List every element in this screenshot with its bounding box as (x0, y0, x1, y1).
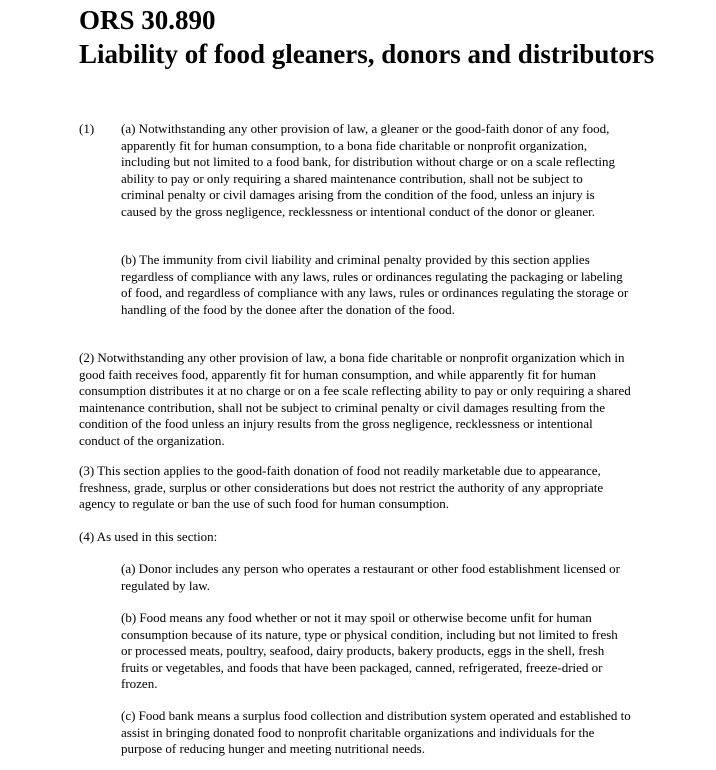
section-1b-paragraph: (b) The immunity from civil liability and criminal penalty provided by this section applies regardless of compliance with any laws, rules or ordinances regulating the packaging or labeling of food, and regardless of compliance with any laws, rules or ordinances regulating the storage or handling of the food by the donee after the donation of the food. (121, 252, 629, 317)
section-4-paragraph: (4) As used in this section: (79, 529, 218, 544)
section-4b-paragraph: (b) Food means any food whether or not it may spoil or otherwise become unfit for human consumption because of its nature, type or physical condition, including but not limited to fresh or processed meats, poultry, seafood, dairy products, bakery products, eggs in the shell, fresh fruits or vegetables, and foods that have been packaged, canned, refrigerated, freeze-dried or frozen. (121, 610, 618, 692)
statute-number: ORS 30.890 (79, 5, 216, 35)
statute-heading: Liability of food gleaners, donors and distributors (79, 38, 655, 69)
section-1-number: (1) (79, 121, 95, 136)
page-title (79, 4, 699, 71)
section-3-paragraph: (3) This section applies to the good-faith donation of food not readily marketable due to appearance, freshness, grade, surplus or other considerations but does not restrict the authority of any appropriate agency to regulate or ban the use of such food for human consumption. (79, 463, 604, 512)
section-1a-paragraph: (a) Notwithstanding any other provision of law, a gleaner or the good-faith donor of any food, apparently fit for human consumption, to a bona fide charitable or nonprofit organization, including but not limited to a food bank, for distribution without charge or on a scale reflecting ability to pay or only requiring a shared maintenance contribution, shall not be subject to criminal penalty or civil damages arising from the condition of the food, unless an injury is caused by the gross negligence, recklessness or intentional conduct of the donor or gleaner. (121, 121, 616, 219)
section-4c-paragraph: (c) Food bank means a surplus food collection and distribution system operated and established to assist in bringing donated food to nonprofit charitable organizations and individuals for the purpose of reducing hunger and meeting nutritional needs. (121, 708, 631, 757)
section-2-paragraph: (2) Notwithstanding any other provision of law, a bona fide charitable or nonprofit organization which in good faith receives food, apparently fit for human consumption, and while apparently fit for human consumption distributes it at no charge or on a fee scale reflecting ability to pay or only requiring a shared maintenance contribution, shall not be subject to criminal penalty or civil damages resulting from the condition of the food unless an injury results from the gross negligence, recklessness or intentional conduct of the organization. (79, 350, 631, 448)
section-4a-paragraph: (a) Donor includes any person who operates a restaurant or other food establishment licensed or regulated by law. (121, 561, 620, 593)
